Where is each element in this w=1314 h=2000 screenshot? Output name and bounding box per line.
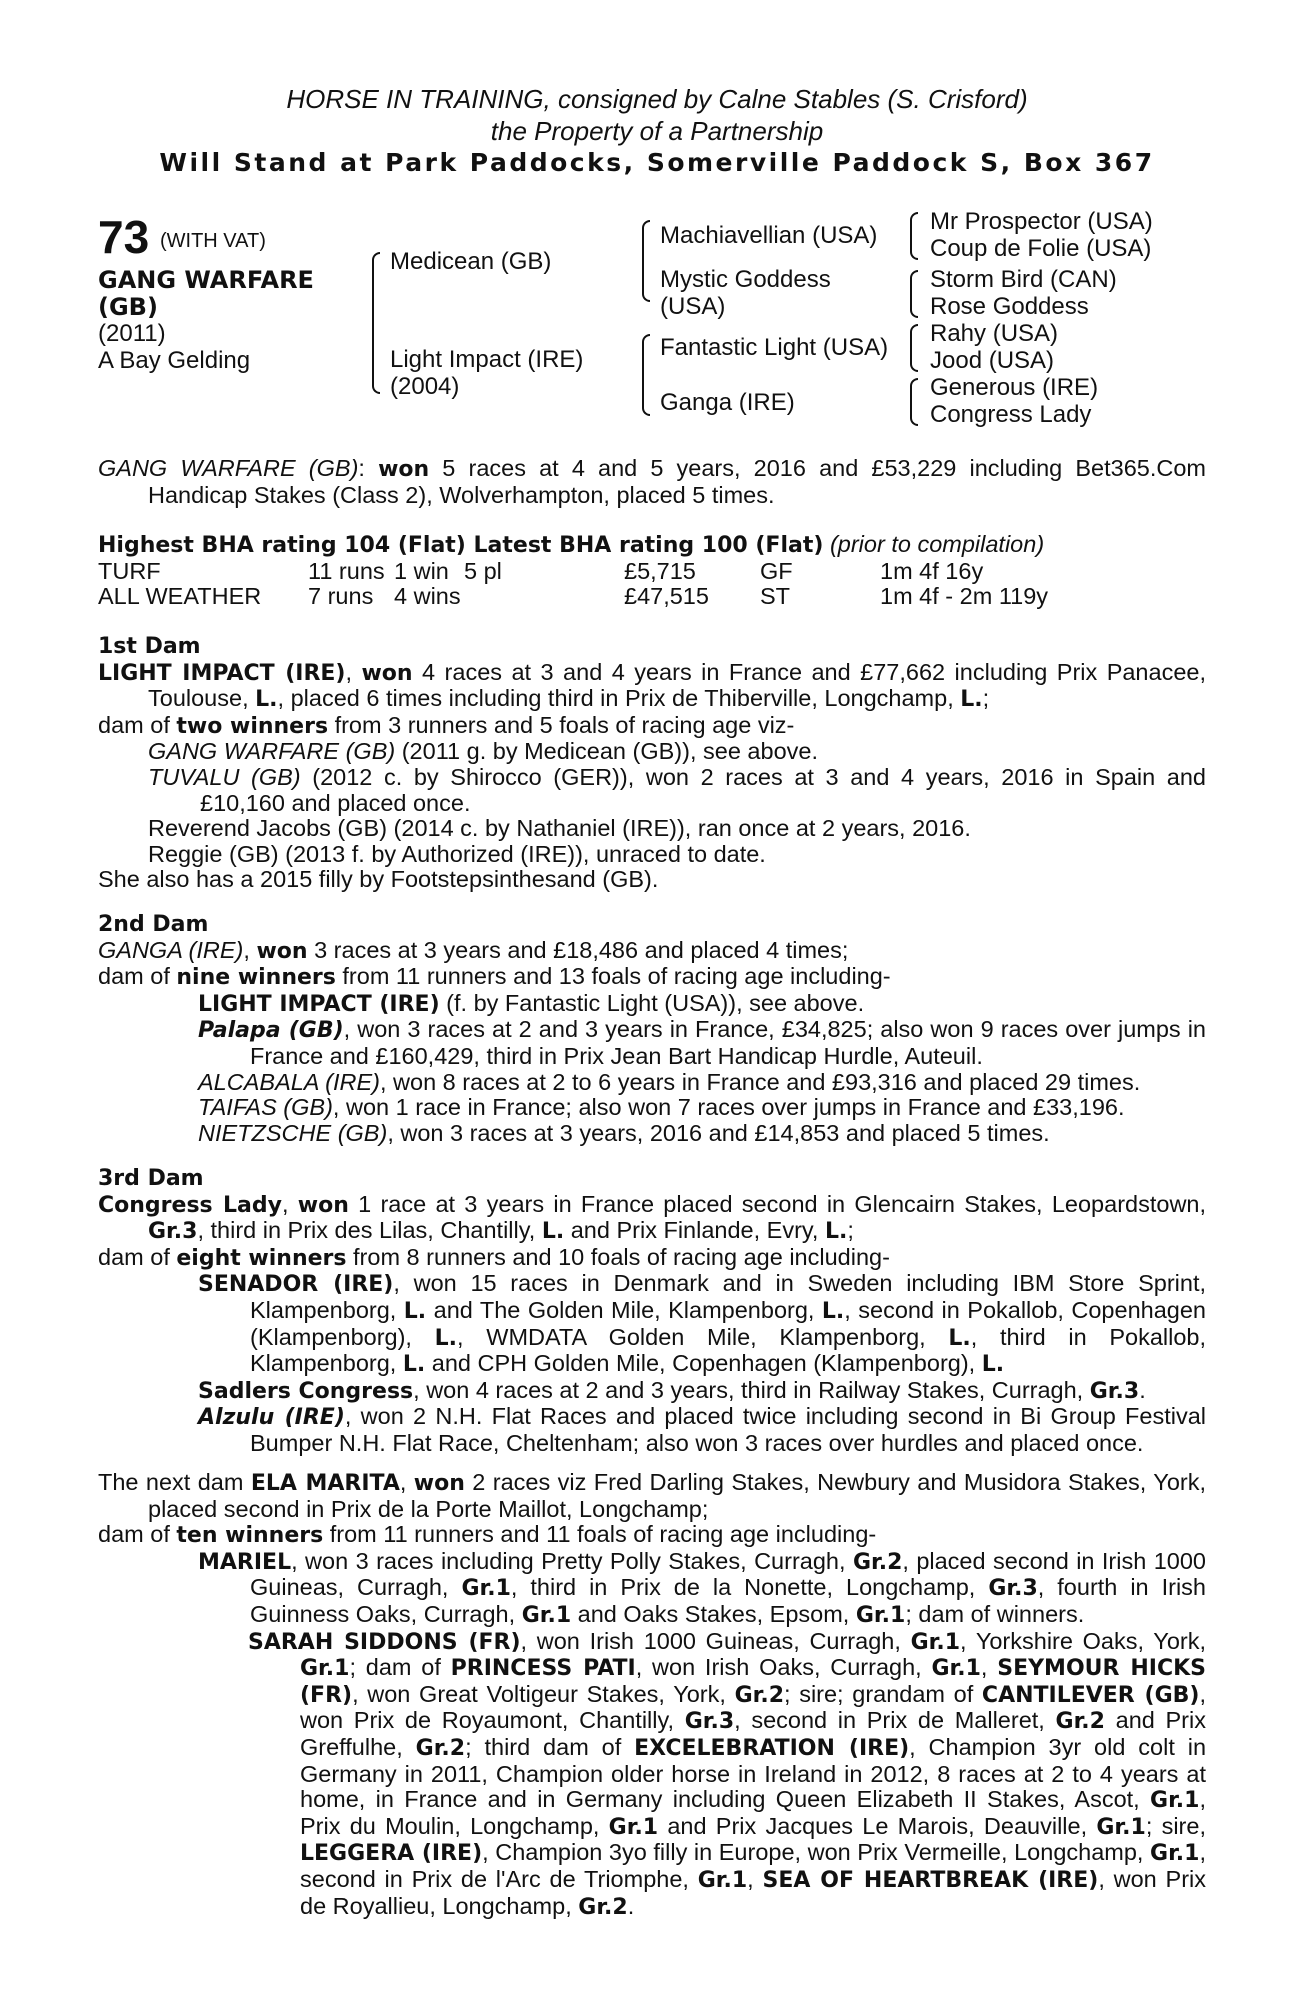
- first-dam-text: 4 races at 3 and 4 years in France and £77,662 including Prix Panacee, Toulouse,: [148, 658, 1206, 712]
- foal-text: and Prix Jacques Le Marois, Deauville,: [658, 1812, 1097, 1839]
- first-dam-won: won: [361, 660, 413, 686]
- listed-marker: L.: [821, 1298, 845, 1324]
- pedigree-ssd: Coup de Folie (USA): [930, 235, 1152, 262]
- foal-text: ; dam of winners.: [905, 1600, 1085, 1627]
- group-marker: Gr.2: [734, 1682, 784, 1708]
- foal-text: , Champion 3yo filly in Europe, won Prix Vermeille, Longchamp,: [482, 1839, 1151, 1866]
- horse-description: A Bay Gelding: [98, 347, 251, 374]
- first-dam-text: ;: [982, 685, 990, 712]
- ratings-prize: £47,515: [624, 583, 709, 610]
- foal-text: , second in Pokallob, Copenhagen (Klampenborg),: [250, 1296, 1206, 1350]
- foal-text: ,: [980, 1654, 998, 1681]
- foal-name: SEYMOUR HICKS (FR): [300, 1656, 1207, 1708]
- group-marker: Gr.2: [1055, 1709, 1105, 1735]
- foal-text: , Prix du Moulin, Longchamp,: [300, 1786, 1206, 1839]
- catalogue-header-location: Will Stand at Park Paddocks, Somerville Paddock S, Box 367: [159, 148, 1155, 177]
- ratings-placed: 5 pl: [464, 557, 502, 584]
- next-dam-won: won: [413, 1471, 465, 1496]
- group-marker: Gr.1: [608, 1814, 659, 1840]
- foal-name: SARAH SIDDONS (FR): [248, 1629, 521, 1655]
- group-marker: Gr.1: [931, 1656, 981, 1682]
- dam-of-text: from 8 runners and 10 foals of racing age including-: [346, 1243, 890, 1270]
- foal-name: TUVALU (GB): [148, 763, 301, 790]
- foal-text: (f. by Fantastic Light (USA)), see above.: [439, 989, 865, 1016]
- dam-of-label: dam of: [98, 1243, 177, 1270]
- table-row: [98, 584, 1048, 610]
- pedigree-dam-dam: Ganga (IRE): [660, 389, 795, 416]
- group-marker: Gr.3: [148, 1219, 198, 1245]
- foal-text: .: [627, 1892, 635, 1919]
- foal-name: Sadlers Congress: [198, 1378, 414, 1404]
- pedigree-dam-sire: Fantastic Light (USA): [660, 334, 889, 361]
- foal-text: , third in Prix de la Nonette, Longchamp,: [510, 1574, 989, 1601]
- catalogue-header-consignor: HORSE IN TRAINING, consigned by Calne Stables (S. Crisford): [286, 84, 1028, 114]
- ratings-section: [98, 532, 1206, 610]
- foal-text: , won Irish Oaks, Curragh,: [635, 1654, 932, 1681]
- foal-entry: Reggie (GB) (2013 f. by Authorized (IRE)), unraced to date.: [148, 840, 766, 867]
- winners-count: nine winners: [176, 965, 336, 991]
- ratings-surface: ALL WEATHER: [98, 583, 262, 610]
- foal-text: (2012 c. by Shirocco (GER)), won 2 races at 3 and 4 years, 2016 in Spain and £10,160 and placed once.: [200, 763, 1206, 816]
- ratings-runs: 7 runs: [308, 583, 374, 610]
- foal-text: , Yorkshire Oaks, York,: [960, 1627, 1207, 1654]
- foal-name: LEGGERA (IRE): [300, 1841, 483, 1867]
- catalogue-header-property: the Property of a Partnership: [490, 116, 824, 146]
- summary-horse-name: GANG WARFARE (GB): [98, 455, 359, 481]
- foal-name: MARIEL: [198, 1549, 292, 1575]
- ratings-surface: TURF: [98, 557, 161, 584]
- foal-text: and Oaks Stakes, Epsom,: [571, 1600, 856, 1627]
- pedigree-brace: [910, 270, 918, 318]
- group-marker: Gr.1: [855, 1602, 906, 1628]
- third-dam-text: and Prix Finlande, Evry,: [564, 1217, 825, 1244]
- listed-marker: L.: [541, 1219, 565, 1245]
- winners-count: two winners: [176, 713, 329, 739]
- pedigree-ddd: Congress Lady: [930, 401, 1092, 428]
- foal-text: , won 15 races in Denmark and in Sweden including IBM Store Sprint, Klampenborg,: [250, 1270, 1207, 1323]
- foal-text: (2011 g. by Medicean (GB)), see above.: [395, 738, 818, 765]
- dam-of-label: dam of: [98, 711, 177, 738]
- second-dam-won: won: [256, 938, 308, 964]
- horse-country: (GB): [98, 293, 158, 321]
- lot-number: 73: [98, 211, 150, 263]
- foal-text: .: [1139, 1376, 1146, 1403]
- pedigree-brace: [642, 334, 650, 416]
- ratings-distance: 1m 4f - 2m 119y: [880, 583, 1049, 610]
- listed-marker: L.: [948, 1325, 971, 1351]
- first-dam-name: LIGHT IMPACT (IRE): [98, 660, 346, 686]
- also-has-note: She also has a 2015 filly by Footstepsinthesand (GB).: [98, 866, 659, 893]
- foal-text: , WMDATA Golden Mile, Klampenborg,: [457, 1323, 949, 1350]
- table-row: [98, 559, 1048, 585]
- third-dam-name: Congress Lady: [98, 1192, 282, 1218]
- foal-name: PRINCESS PATI: [450, 1656, 636, 1682]
- ratings-wins: 4 wins: [394, 583, 461, 610]
- first-dam-text: , placed 6 times including third in Prix de Thiberville, Longchamp,: [277, 685, 961, 712]
- group-marker: Gr.1: [521, 1602, 572, 1628]
- foal-text: ; sire,: [1145, 1812, 1206, 1839]
- first-dam-section: 1st Dam LIGHT IMPACT (IRE), won 4 races at 3 and 4 years in France and £77,662 including Prix Panacee, Toulouse, L., placed 6 times including third in Prix de Thiberville, Longchamp, L.; dam of two winners from 3 runners and 5 foals of racing age viz- GANG WARFARE (GB) (2011 g. by Medicean (GB)), see above. TUVALU (GB) (2012 c. by Shirocco (GER)), won 2 races at 3 and 4 years, 2016 in Spain and £10,160 and placed once. Reverend Jacobs (GB) (2014 c. by Nathaniel (IRE)), ran once at 2 years, 2016. Reggie (GB) (2013 f. by Authorized (IRE)), unraced to date. She also has a 2015 filly by Footstepsinthesand (GB).: [98, 634, 1206, 893]
- listed-marker: L.: [981, 1352, 1005, 1378]
- group-marker: Gr.1: [697, 1867, 748, 1893]
- foal-name: GANG WARFARE (GB): [148, 738, 396, 765]
- foal-name: LIGHT IMPACT (IRE): [198, 991, 440, 1017]
- ratings-going: GF: [760, 557, 793, 584]
- next-dam-text: ,: [399, 1469, 414, 1495]
- listed-marker: L.: [402, 1352, 426, 1378]
- summary-won: won: [378, 457, 430, 482]
- third-dam-section: 3rd Dam Congress Lady, won 1 race at 3 years in France placed second in Glencairn Stakes, Leopardstown, Gr.3, third in Prix des Lilas, Chantilly, L. and Prix Finlande, Evry, L.; dam of eight winners from 8 runners and 10 foals of racing age including- SENADOR (IRE), won 15 races in Denmark and in Sweden including IBM Store Sprint, Klampenborg, L. and The Golden Mile, Klampenborg, L., second in Pokallob, Copenhagen (Klampenborg), L., WMDATA Golden Mile, Klampenborg, L., third in Pokallob, Klampenborg, L. and CPH Golden Mile, Copenhagen (Klampenborg), L. Sadlers Congress, won 4 races at 2 and 3 years, third in Railway Stakes, Curragh, Gr.3. Alzulu (IRE), won 2 N.H. Flat Races and placed twice including second in Bi Group Festival Bumper N.H. Flat Race, Cheltenham; also won 3 races over hurdles and placed once.: [98, 1166, 1207, 1456]
- foal-text: and Prix Greffulhe,: [300, 1707, 1206, 1760]
- foal-name: TAIFAS (GB): [198, 1094, 333, 1121]
- foal-text: and The Golden Mile, Klampenborg,: [426, 1296, 822, 1323]
- winners-count: eight winners: [176, 1245, 347, 1271]
- ratings-runs: 11 runs: [308, 557, 385, 584]
- second-dam-text: 3 races at 3 years and £18,486 and placed 4 times;: [307, 936, 849, 963]
- pedigree-brace: [910, 212, 918, 260]
- pedigree-sire-dam-country: (USA): [660, 293, 726, 320]
- pedigree-dds: Generous (IRE): [930, 374, 1099, 401]
- ratings-going: ST: [760, 583, 791, 610]
- pedigree-brace: [910, 324, 918, 372]
- foal-entry: Reverend Jacobs (GB) (2014 c. by Nathaniel (IRE)), ran once at 2 years, 2016.: [148, 815, 971, 842]
- group-marker: Gr.1: [1150, 1788, 1200, 1814]
- foal-text: , won Irish 1000 Guineas, Curragh,: [520, 1627, 911, 1654]
- group-marker: Gr.1: [461, 1576, 511, 1602]
- pedigree-dam-year: (2004): [390, 373, 460, 400]
- third-dam-text: 1 race at 3 years in France placed second in Glencairn Stakes, Leopardstown,: [348, 1190, 1207, 1217]
- foal-text: , won Great Voltigeur Stakes, York,: [352, 1680, 735, 1707]
- next-dam-text: 2 races viz Fred Darling Stakes, Newbury and Musidora Stakes, York, placed second in Prix de la Porte Maillot, Longchamp;: [148, 1469, 1206, 1522]
- pedigree-brace: [910, 378, 918, 426]
- foal-name: Palapa (GB): [198, 1018, 344, 1044]
- foal-text: , won 3 races including Pretty Polly Stakes, Curragh,: [291, 1547, 853, 1574]
- dam-of-text: from 11 runners and 13 foals of racing age including-: [335, 963, 891, 990]
- dam-of-label: dam of: [98, 1521, 177, 1548]
- ratings-distance: 1m 4f 16y: [880, 557, 984, 584]
- foal-text: , second in Prix de Malleret,: [734, 1707, 1056, 1734]
- pedigree-sire: Medicean (GB): [390, 248, 552, 275]
- next-dam-section: [98, 1470, 1206, 1920]
- listed-marker: L.: [255, 687, 278, 713]
- ratings-table: [98, 559, 1048, 610]
- lot-vat: (WITH VAT): [160, 230, 266, 252]
- group-marker: Gr.1: [910, 1629, 961, 1655]
- group-marker: Gr.2: [852, 1549, 903, 1575]
- pedigree-sss: Mr Prospector (USA): [930, 208, 1153, 235]
- group-marker: Gr.1: [1150, 1841, 1200, 1867]
- foal-text: , third in Pokallob, Klampenborg,: [250, 1323, 1207, 1377]
- ratings-prize: £5,715: [624, 557, 696, 584]
- foal-name: CANTILEVER (GB): [981, 1682, 1200, 1708]
- foal-text: , won 3 races at 3 years, 2016 and £14,853 and placed 5 times.: [387, 1119, 1050, 1146]
- foal-text: , won 3 races at 2 and 3 years in France, £34,825; also won 9 races over jumps in France and £160,429, third in Prix Jean Bart Handicap Hurdle, Auteuil.: [250, 1016, 1207, 1069]
- pedigree-sds: Storm Bird (CAN): [930, 266, 1117, 293]
- foal-name: SENADOR (IRE): [198, 1272, 394, 1298]
- race-summary: GANG WARFARE (GB): won 5 races at 4 and 5 years, 2016 and £53,229 including Bet365.Com Handicap Stakes (Class 2), Wolverhampton, placed 5 times.: [98, 455, 1206, 508]
- dam-of-text: from 3 runners and 5 foals of racing age viz-: [328, 711, 795, 738]
- foal-name: SEA OF HEARTBREAK (IRE): [762, 1867, 1099, 1893]
- next-dam-name: ELA MARITA: [250, 1471, 400, 1496]
- third-dam-text: , third in Prix des Lilas, Chantilly,: [197, 1217, 542, 1244]
- second-dam-section: 2nd Dam GANGA (IRE), won 3 races at 3 years and £18,486 and placed 4 times; dam of nine winners from 11 runners and 13 foals of racing age including- LIGHT IMPACT (IRE) (f. by Fantastic Light (USA)), see above. Palapa (GB), won 3 races at 2 and 3 years in France, £34,825; also won 9 races over jumps in France and £160,429, third in Prix Jean Bart Handicap Hurdle, Auteuil. ALCABALA (IRE), won 8 races at 2 to 6 years in France and £93,316 and placed 29 times. TAIFAS (GB), won 1 race in France; also won 7 races over jumps in France and £33,196. NIETZSCHE (GB), won 3 races at 3 years, 2016 and £14,853 and placed 5 times.: [98, 912, 1207, 1146]
- group-marker: Gr.3: [988, 1576, 1038, 1602]
- foal-text: ; sire; grandam of: [784, 1680, 982, 1707]
- foal-name: Alzulu (IRE): [198, 1405, 345, 1431]
- foal-text: , fourth in Irish Guinness Oaks, Curragh,: [250, 1574, 1207, 1627]
- listed-marker: L.: [403, 1298, 427, 1324]
- foal-text: ; dam of: [349, 1654, 451, 1681]
- foal-text: , placed second in Irish 1000 Guineas, Curragh,: [250, 1547, 1206, 1601]
- summary-text: 5 races at 4 and 5 years, 2016 and £53,229 including Bet365.Com Handicap Stakes (Class 2), Wolverhampton, placed 5 times.: [148, 455, 1206, 508]
- foal-text: , won 1 race in France; also won 7 races over jumps in France and £33,196.: [332, 1094, 1125, 1121]
- foal-text: , won 8 races at 2 to 6 years in France and £93,316 and placed 29 times.: [379, 1068, 1141, 1095]
- pedigree-sire-sire: Machiavellian (USA): [660, 222, 878, 249]
- third-dam-won: won: [297, 1192, 349, 1218]
- pedigree-dsd: Jood (USA): [930, 347, 1055, 374]
- pedigree-brace: [642, 220, 650, 302]
- foal-name: ALCABALA (IRE): [198, 1068, 380, 1095]
- foal-text: , won Prix de Royallieu, Longchamp,: [300, 1865, 1206, 1919]
- foal-text: , won 2 N.H. Flat Races and placed twice including second in Bi Group Festival Bumper N.H. Flat Race, Cheltenham; also won 3 races over hurdles and placed once.: [250, 1403, 1206, 1456]
- ratings-note: (prior to compilation): [829, 531, 1045, 557]
- foal-text: ; third dam of: [465, 1733, 635, 1760]
- foal-name: NIETZSCHE (GB): [198, 1119, 388, 1146]
- pedigree-sire-dam: Mystic Goddess: [660, 266, 831, 293]
- pedigree-brace: [372, 252, 380, 394]
- listed-marker: L.: [434, 1325, 458, 1351]
- foal-text: and CPH Golden Mile, Copenhagen (Klampenborg),: [425, 1350, 982, 1377]
- dam-of-text: from 11 runners and 11 foals of racing age including-: [323, 1521, 877, 1548]
- third-dam-text: ;: [847, 1217, 854, 1244]
- group-marker: Gr.2: [578, 1894, 628, 1920]
- foal-text: , Champion 3yr old colt in Germany in 2011, Champion older horse in Ireland in 2012, 8 races at 2 to 4 years at home, in France and in Germany including Queen Elizabeth II Stakes, Ascot,: [300, 1733, 1207, 1813]
- winners-count: ten winners: [176, 1523, 324, 1549]
- dam-of-label: dam of: [98, 963, 177, 990]
- horse-name: GANG WARFARE: [98, 266, 314, 294]
- foal-text: , second in Prix de l'Arc de Triomphe,: [300, 1839, 1206, 1892]
- group-marker: Gr.2: [415, 1735, 466, 1761]
- pedigree-dss: Rahy (USA): [930, 320, 1059, 347]
- third-dam-heading: 3rd Dam: [98, 1166, 204, 1191]
- ratings-placed: [464, 584, 624, 610]
- group-marker: Gr.1: [300, 1656, 350, 1682]
- second-dam-name: GANGA (IRE): [98, 936, 244, 963]
- foal-text: ,: [747, 1865, 763, 1892]
- first-dam-heading: 1st Dam: [98, 634, 201, 659]
- listed-marker: L.: [825, 1219, 848, 1245]
- ratings-wins: 1 win: [394, 557, 449, 584]
- pedigree-sdd: Rose Goddess: [930, 293, 1089, 320]
- foal-text: , won Prix de Royaumont, Chantilly,: [300, 1680, 1206, 1734]
- group-marker: Gr.3: [1089, 1378, 1140, 1404]
- horse-year: (2011): [98, 320, 166, 347]
- foal-text: , won 4 races at 2 and 3 years, third in Railway Stakes, Curragh,: [413, 1376, 1090, 1403]
- group-marker: Gr.3: [684, 1709, 735, 1735]
- group-marker: Gr.1: [1096, 1814, 1146, 1840]
- next-dam-label: The next dam: [98, 1469, 251, 1495]
- foal-name: EXCELEBRATION (IRE): [634, 1735, 910, 1761]
- pedigree-dam: Light Impact (IRE): [390, 346, 584, 373]
- listed-marker: L.: [960, 687, 983, 713]
- ratings-title: Highest BHA rating 104 (Flat) Latest BHA rating 100 (Flat): [98, 533, 824, 558]
- second-dam-heading: 2nd Dam: [98, 912, 209, 937]
